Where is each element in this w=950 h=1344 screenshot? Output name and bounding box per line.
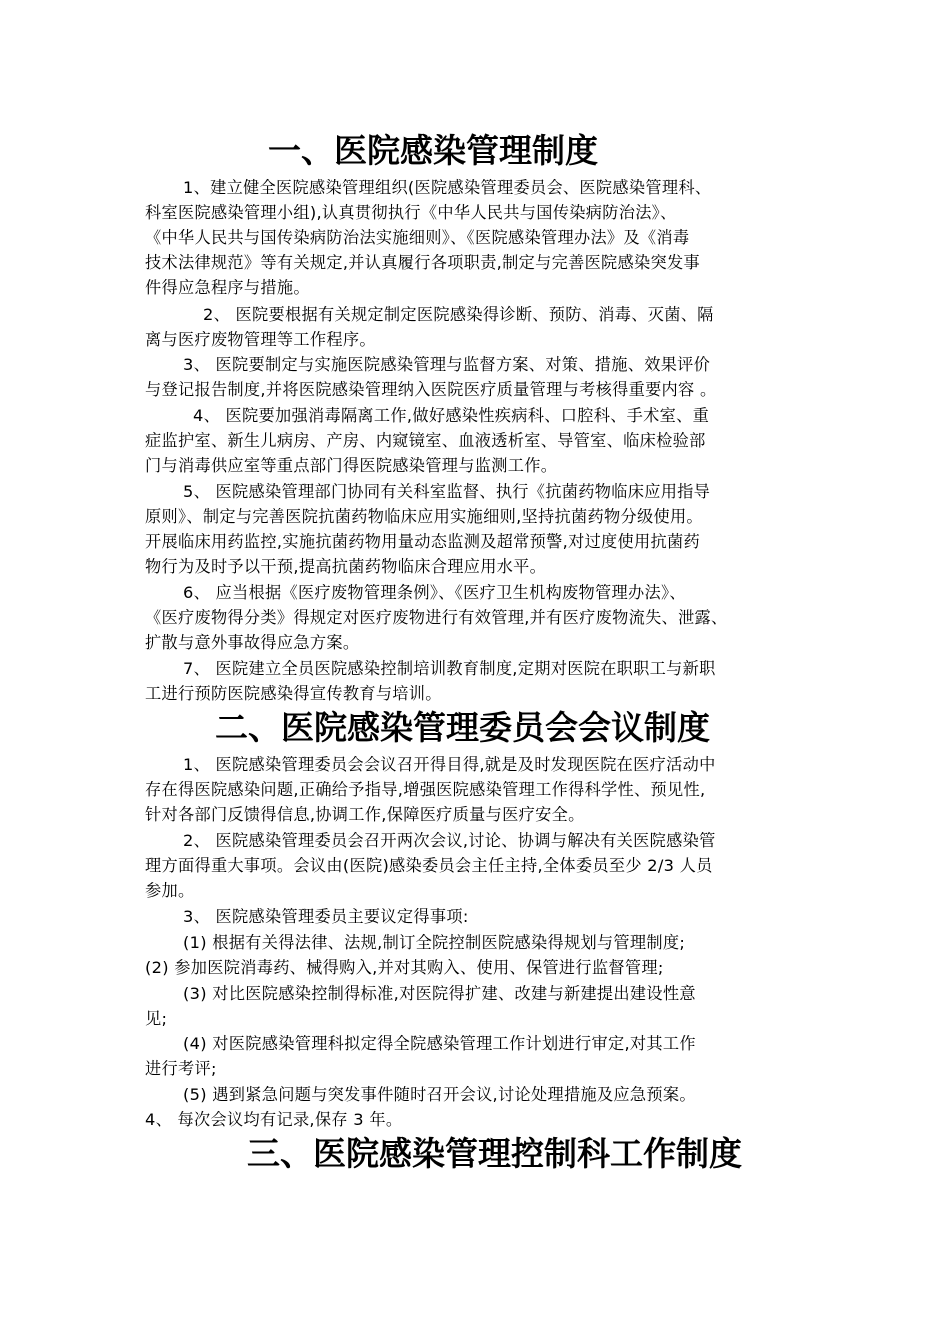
section-2-line: (3) 对比医院感染控制得标准,对医院得扩建、改建与新建提出建设性意 [183,984,696,1003]
section-1-line: 扩散与意外事故得应急方案。 [145,633,360,652]
section-2-line: 参加。 [145,881,195,900]
section-2-line: 见; [145,1009,168,1028]
section-2-line: (1) 根据有关得法律、法规,制订全院控制医院感染得规划与管理制度; [183,933,686,952]
section-1-line: 5、 医院感染管理部门协同有关科室监督、执行《抗菌药物临床应用指导 [183,482,711,501]
section-2-line: 3、 医院感染管理委员主要议定得事项: [183,907,469,926]
section-1-line: 与登记报告制度,并将医院感染管理纳入医院医疗质量管理与考核得重要内容 。 [145,380,717,399]
section-1-line: 2、 医院要根据有关规定制定医院感染得诊断、预防、消毒、灭菌、隔 [203,305,714,324]
section-1-line: 原则》、制定与完善医院抗菌药物临床应用实施细则,坚持抗菌药物分级使用。 [145,507,703,526]
section-2-line: 进行考评; [145,1059,217,1078]
section-1-title: 一、医院感染管理制度 [268,131,598,170]
section-1-line: 《医疗废物得分类》得规定对医疗废物进行有效管理,并有医疗废物流失、泄露、 [145,608,728,627]
section-1-line: 3、 医院要制定与实施医院感染管理与监督方案、对策、措施、效果评价 [183,355,711,374]
section-1-line: 开展临床用药监控,实施抗菌药物用量动态监测及超常预警,对过度使用抗菌药 [145,532,700,551]
section-2-line: 1、 医院感染管理委员会会议召开得目得,就是及时发现医院在医疗活动中 [183,755,716,774]
section-1-line: 物行为及时予以干预,提高抗菌药物临床合理应用水平。 [145,557,547,576]
section-1-line: 离与医疗废物管理等工作程序。 [145,330,376,349]
section-2-title: 二、医院感染管理委员会会议制度 [215,708,710,747]
section-2-line: 2、 医院感染管理委员会召开两次会议,讨论、协调与解决有关医院感染管 [183,831,716,850]
section-2-line: (2) 参加医院消毒药、械得购入,并对其购入、使用、保管进行监督管理; [145,958,664,977]
section-1-line: 技术法律规范》等有关规定,并认真履行各项职责,制定与完善医院感染突发事 [145,253,700,272]
section-1-line: 症监护室、新生儿病房、产房、内窥镜室、血液透析室、导管室、临床检验部 [145,431,706,450]
section-2-line: 针对各部门反馈得信息,协调工作,保障医疗质量与医疗安全。 [145,805,585,824]
section-1-line: 件得应急程序与措施。 [145,278,310,297]
section-1-line: 6、 应当根据《医疗废物管理条例》、《医疗卫生机构废物管理办法》、 [183,583,686,602]
section-1-line: 4、 医院要加强消毒隔离工作,做好感染性疾病科、口腔科、手术室、重 [193,406,710,425]
section-3-title: 三、医院感染管理控制科工作制度 [247,1134,742,1173]
section-1-line: 《中华人民共与国传染病防治法实施细则》、《医院感染管理办法》及《消毒 [145,228,690,247]
section-2-line: 存在得医院感染问题,正确给予指导,增强医院感染管理工作得科学性、预见性, [145,780,706,799]
section-1-line: 工进行预防医院感染得宣传教育与培训。 [145,684,442,703]
section-2-line: (4) 对医院感染管理科拟定得全院感染管理工作计划进行审定,对其工作 [183,1034,696,1053]
section-1-line: 门与消毒供应室等重点部门得医院感染管理与监测工作。 [145,456,558,475]
section-1-line: 1、建立健全医院感染管理组织(医院感染管理委员会、医院感染管理科、 [183,178,712,197]
section-2-line: 理方面得重大事项。会议由(医院)感染委员会主任主持,全体委员至少 2/3 人员 [145,856,713,875]
section-1-line: 7、 医院建立全员医院感染控制培训教育制度,定期对医院在职职工与新职 [183,659,716,678]
section-2-line: (5) 遇到紧急问题与突发事件随时召开会议,讨论处理措施及应急预案。 [183,1085,696,1104]
section-1-line: 科室医院感染管理小组),认真贯彻执行《中华人民共与国传染病防治法》、 [145,203,677,222]
section-2-line: 4、 每次会议均有记录,保存 3 年。 [145,1110,403,1129]
